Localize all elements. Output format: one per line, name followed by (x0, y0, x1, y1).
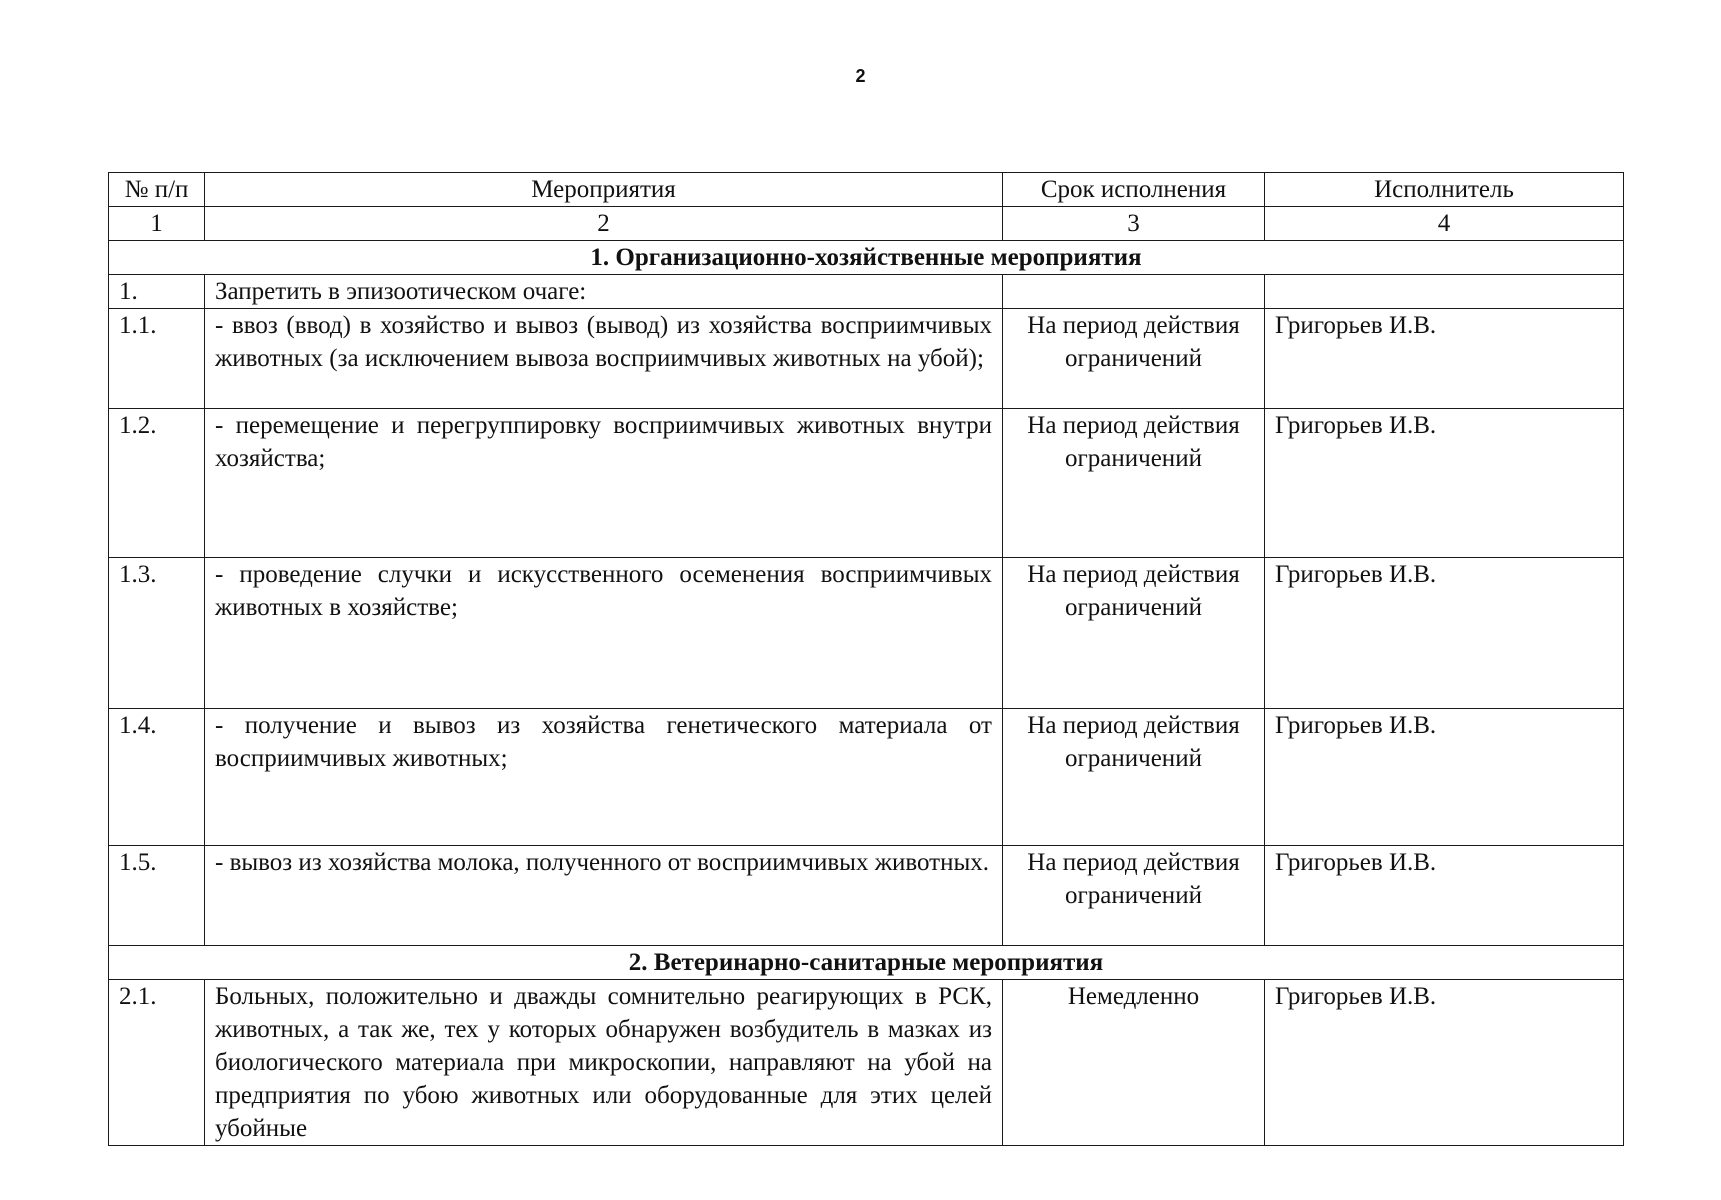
row-number: 1.2. (109, 409, 205, 558)
table-row (109, 309, 1624, 409)
row-deadline: На период действия ограничений (1003, 558, 1265, 709)
row-activity: - ввоз (ввод) в хозяйство и вывоз (вывод) из хозяйства восприимчивых животных (за исключением вывоза восприимчивых животных на убой); (205, 309, 1003, 409)
column-numbers-row (109, 207, 1624, 241)
table-row (109, 709, 1624, 846)
row-deadline: На период действия ограничений (1003, 409, 1265, 558)
section-heading-row (109, 946, 1624, 980)
header-deadline: Срок исполнения (1003, 173, 1265, 207)
row-number: 1.5. (109, 846, 205, 946)
section-title: 2. Ветеринарно-санитарные мероприятия (109, 946, 1624, 980)
header-number: № п/п (109, 173, 205, 207)
row-activity: Больных, положительно и дважды сомнительно реагирующих в РСК, животных, а так же, тех у которых обнаружен возбудитель в мазках из биологического материала при микроскопии, направляют на убой на предприятия по убою животных или оборудованные для этих целей убойные (205, 980, 1003, 1146)
header-activities: Мероприятия (205, 173, 1003, 207)
row-deadline: На период действия ограничений (1003, 309, 1265, 409)
header-executor: Исполнитель (1265, 173, 1624, 207)
column-number: 3 (1003, 207, 1265, 241)
section-title: 1. Организационно-хозяйственные мероприятия (109, 241, 1624, 275)
column-number: 4 (1265, 207, 1624, 241)
table-header-row (109, 173, 1624, 207)
row-deadline (1003, 275, 1265, 309)
row-executor: Григорьев И.В. (1265, 409, 1624, 558)
row-number: 1.1. (109, 309, 205, 409)
row-number: 1.4. (109, 709, 205, 846)
row-deadline: На период действия ограничений (1003, 709, 1265, 846)
table-row (109, 846, 1624, 946)
row-executor: Григорьев И.В. (1265, 846, 1624, 946)
row-activity: - перемещение и перегруппировку восприимчивых животных внутри хозяйства; (205, 409, 1003, 558)
table-row (109, 275, 1624, 309)
row-activity: - вывоз из хозяйства молока, полученного от восприимчивых животных. (205, 846, 1003, 946)
row-executor: Григорьев И.В. (1265, 558, 1624, 709)
column-number: 1 (109, 207, 205, 241)
table-row (109, 409, 1624, 558)
row-number: 2.1. (109, 980, 205, 1146)
row-executor: Григорьев И.В. (1265, 309, 1624, 409)
row-activity: Запретить в эпизоотическом очаге: (205, 275, 1003, 309)
row-executor (1265, 275, 1624, 309)
page-number: 2 (855, 66, 866, 86)
row-activity: - получение и вывоз из хозяйства генетического материала от восприимчивых животных; (205, 709, 1003, 846)
table-row (109, 558, 1624, 709)
row-deadline: Немедленно (1003, 980, 1265, 1146)
measures-table (108, 172, 1624, 1146)
row-executor: Григорьев И.В. (1265, 980, 1624, 1146)
row-number: 1. (109, 275, 205, 309)
row-deadline: На период действия ограничений (1003, 846, 1265, 946)
section-heading-row (109, 241, 1624, 275)
column-number: 2 (205, 207, 1003, 241)
row-activity: - проведение случки и искусственного осеменения восприимчивых животных в хозяйстве; (205, 558, 1003, 709)
row-executor: Григорьев И.В. (1265, 709, 1624, 846)
row-number: 1.3. (109, 558, 205, 709)
table-row (109, 980, 1624, 1146)
